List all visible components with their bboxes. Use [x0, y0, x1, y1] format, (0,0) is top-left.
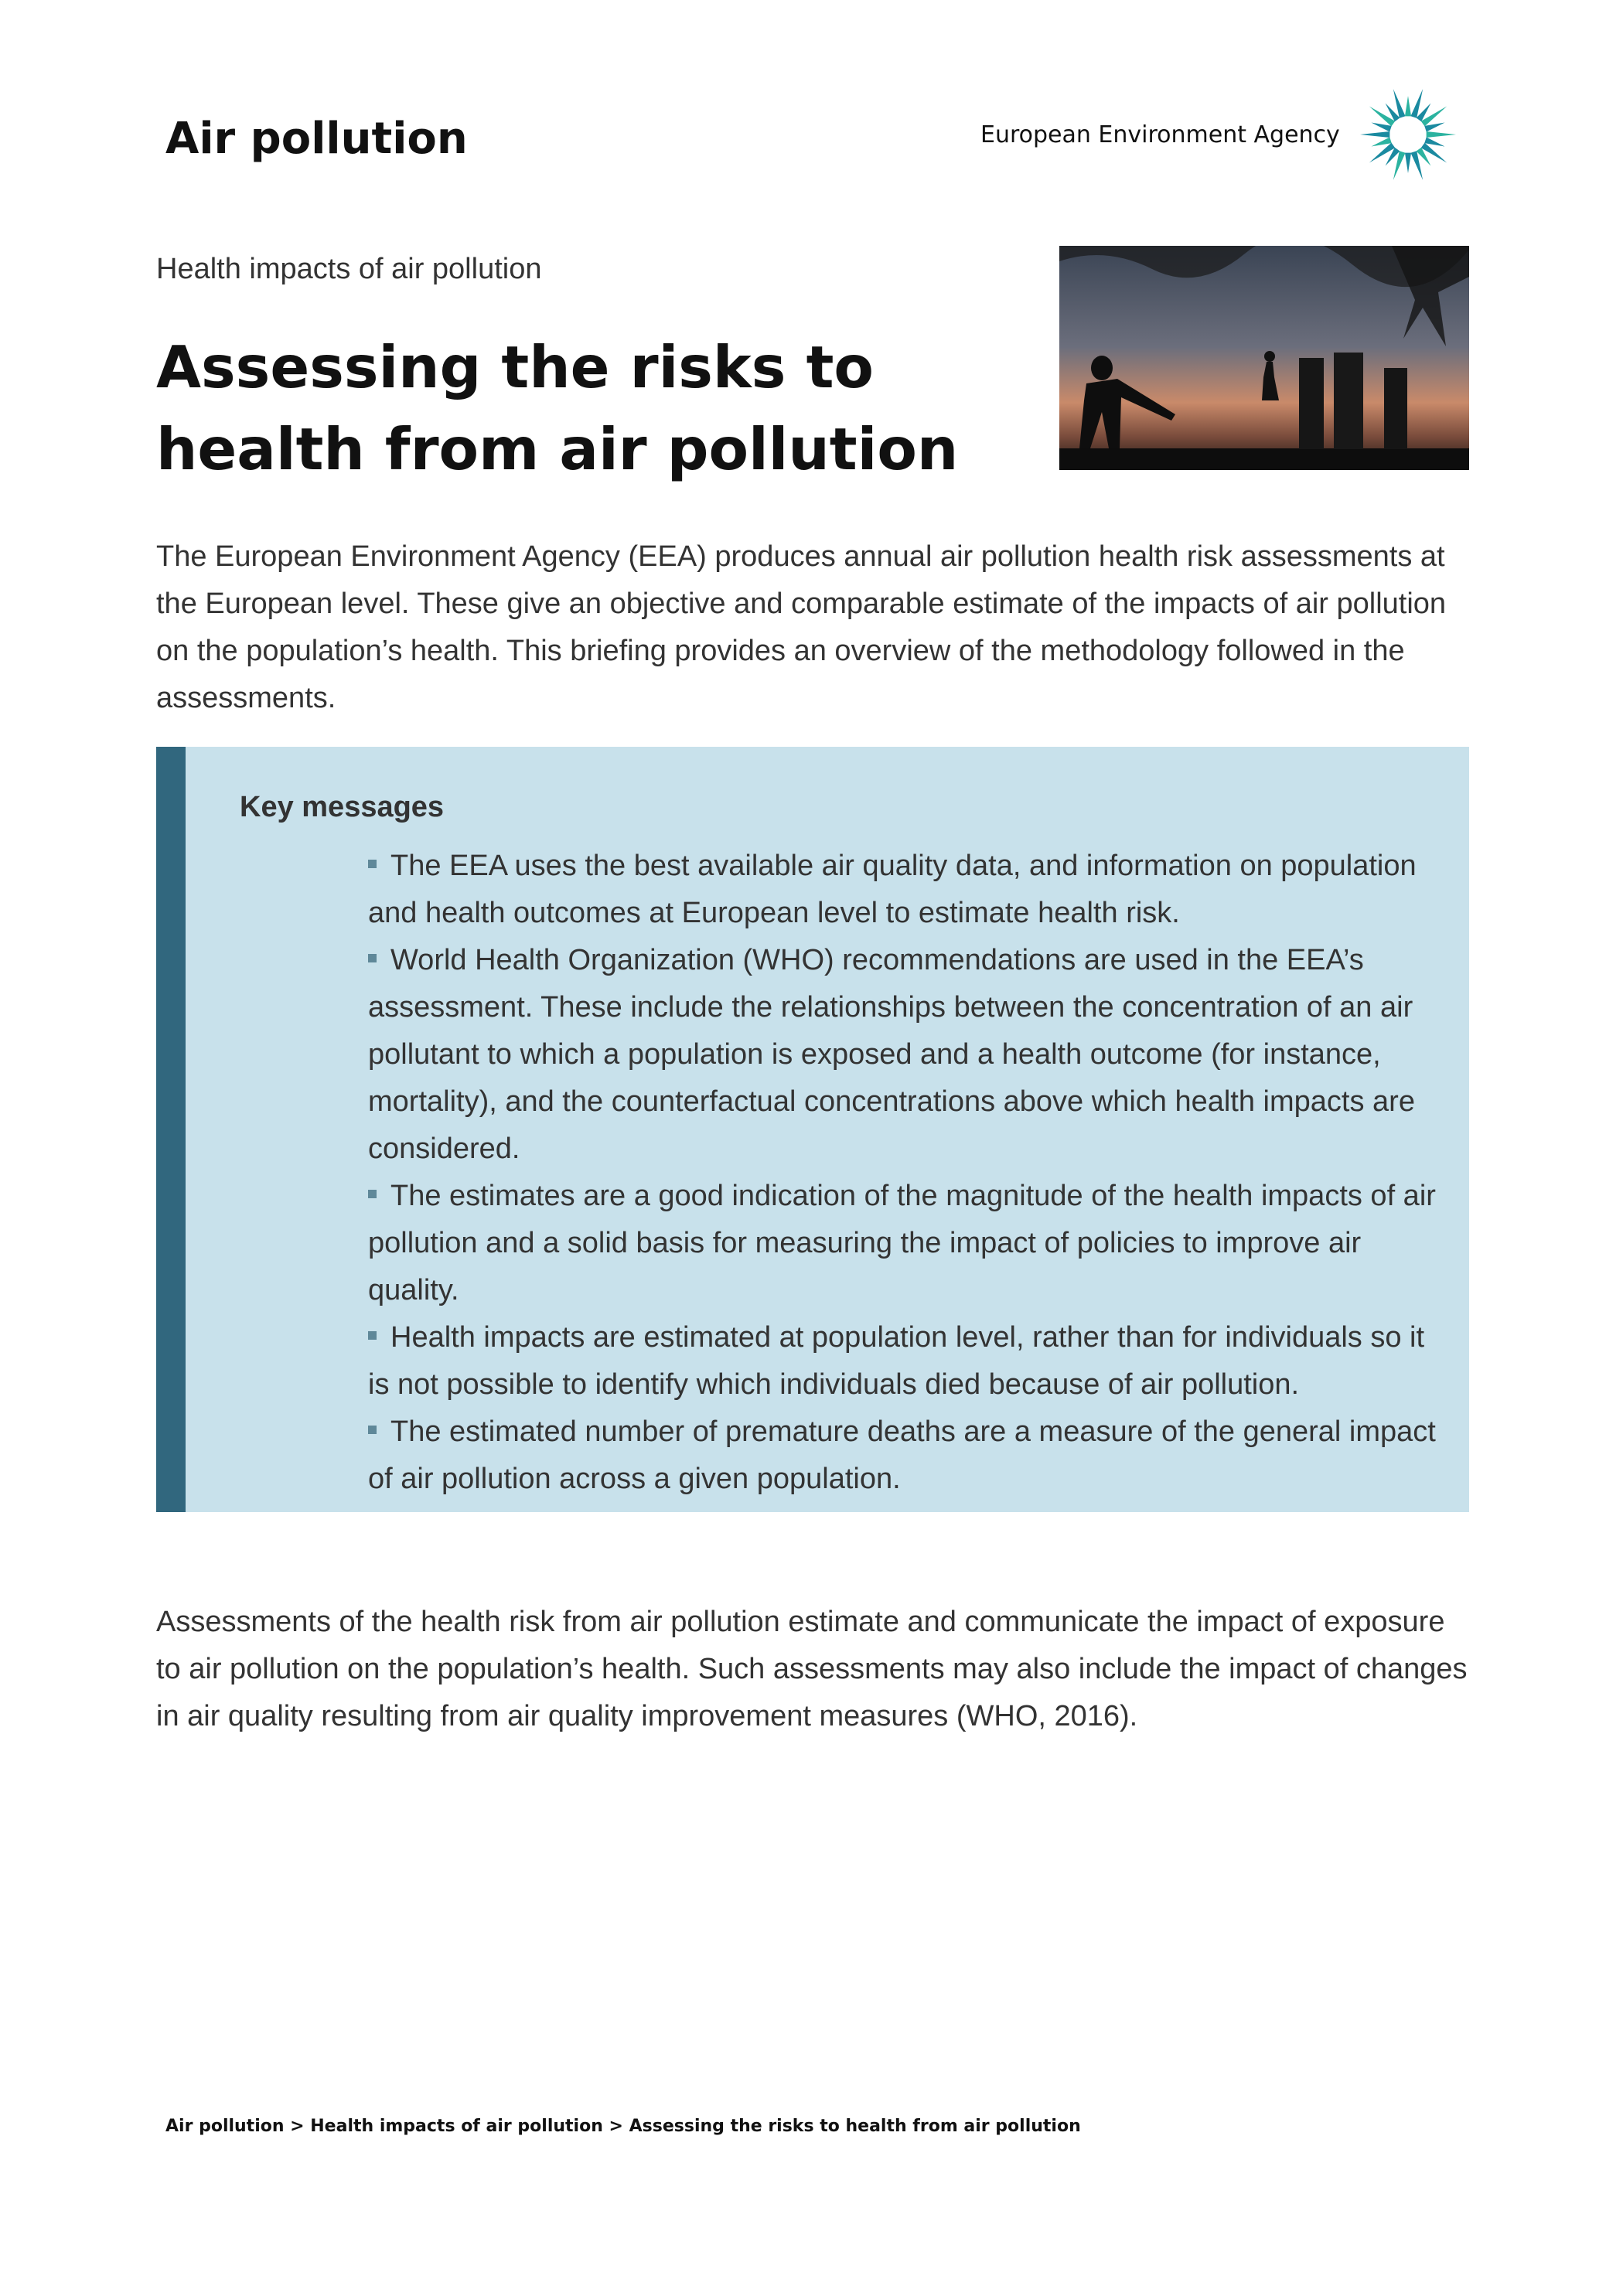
breadcrumb[interactable]: Air pollution > Health impacts of air pollution > Assessing the risks to health from air pollution: [165, 2117, 1081, 2136]
logo-ray: [1424, 123, 1444, 132]
list-item: [368, 937, 1451, 1173]
title-line-1: Assessing the risks to: [156, 333, 874, 401]
key-messages-box: [156, 747, 1469, 1512]
eea-logo-text: European Environment Agency: [980, 121, 1340, 148]
key-messages-heading: Key messages: [240, 791, 445, 823]
logo-ray: [1371, 137, 1391, 146]
people-silhouettes-at-sunset-image: [1059, 246, 1469, 470]
title-line-2: health from air pollution: [156, 415, 959, 483]
key-message-text: The estimates are a good indication of the magnitude of the health impacts of air pollution and a solid basis for measuring the impact of policies to improve air quality.: [368, 1180, 1436, 1306]
key-message-text: The EEA uses the best available air quality data, and information on population and health outcomes at European level to estimate health risk.: [368, 850, 1417, 929]
list-item: [368, 1173, 1451, 1314]
bullet-icon: [368, 1190, 377, 1198]
page-header-title: Air pollution: [165, 114, 468, 164]
logo-ray: [1360, 131, 1389, 138]
bullet-icon: [368, 1331, 377, 1340]
list-item: [368, 1314, 1451, 1409]
logo-ray: [1426, 131, 1455, 138]
section-label[interactable]: Health impacts of air pollution: [156, 253, 542, 285]
bullet-icon: [368, 860, 377, 868]
key-message-text: Health impacts are estimated at population level, rather than for individuals so it is not possible to identify which individuals died because of air pollution.: [368, 1321, 1425, 1401]
key-message-text: World Health Organization (WHO) recommendations are used in the EEA’s assessment. These include the relationships between the concentration of an air pollutant to which a population is exposed and a health outcome (for instance, mortality), and the counterfactual concentrations above which health impacts are considered.: [368, 944, 1415, 1165]
assessment-paragraph: Assessments of the health risk from air pollution estimate and communicate the impact of exposure to air pollution on the population’s health. Such assessments may also include the impact of changes in air quality resulting from air quality improvement measures (WHO, 2016).: [156, 1606, 1468, 1732]
hero-image: [1059, 246, 1469, 470]
list-item: [368, 843, 1451, 937]
key-messages-list: [368, 843, 1451, 1503]
logo-ray: [1424, 137, 1444, 146]
logo-ray: [1405, 153, 1411, 173]
document-title: [156, 326, 1022, 490]
list-item: [368, 1409, 1451, 1503]
bullet-icon: [368, 954, 377, 962]
eea-logo[interactable]: [980, 83, 1459, 186]
logo-ray: [1405, 96, 1411, 116]
bullet-icon: [368, 1426, 377, 1434]
logo-ray: [1371, 123, 1391, 132]
intro-paragraph: The European Environment Agency (EEA) produces annual air pollution health risk assessments at the European level. These give an objective and comparable estimate of the impacts of air pollution on the population’s health. This briefing provides an overview of the methodology followed in the assessments.: [156, 540, 1447, 714]
key-message-text: The estimated number of premature deaths are a measure of the general impact of air pollution across a given population.: [368, 1415, 1436, 1495]
eea-sun-logo-icon: [1357, 83, 1459, 186]
